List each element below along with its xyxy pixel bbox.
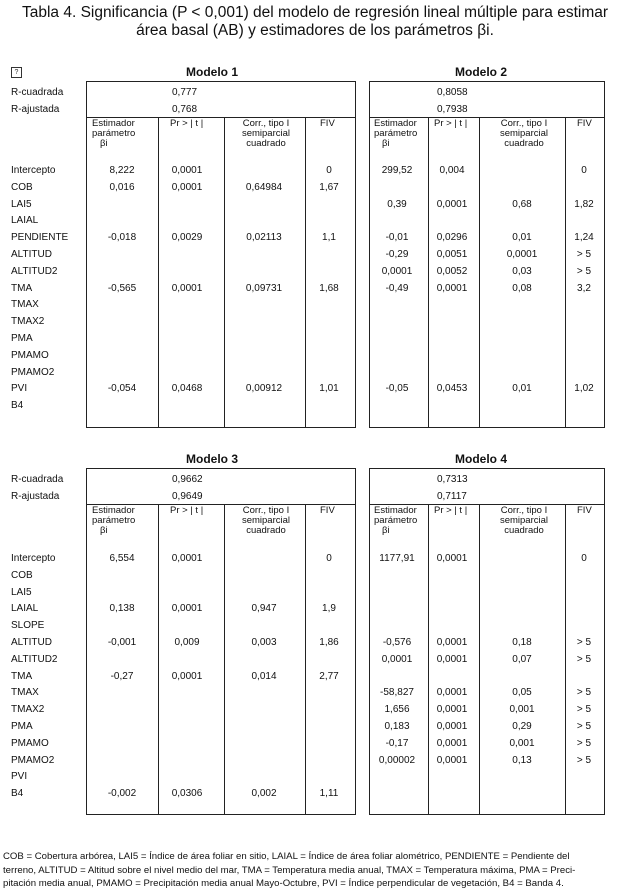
footnote [3, 850, 629, 891]
header-text: Corr., tipo I [500, 505, 548, 516]
header-text: Estimador [374, 505, 417, 516]
model4-cell: 0,00002 [378, 754, 416, 766]
model4-cell: 0,0001 [381, 653, 413, 665]
variable-label: PMAMO [11, 737, 49, 749]
variable-label: LAI5 [11, 198, 32, 210]
model1-cell: 0,00912 [245, 383, 283, 395]
model4-cell: 0,05 [512, 687, 532, 699]
model2-title: Modelo 2 [455, 65, 508, 79]
model1-cell: 0,09731 [245, 282, 283, 294]
model3-top-rule [86, 468, 356, 469]
header-text: βi [100, 525, 108, 536]
model4-cell: > 5 [576, 653, 592, 665]
model1-cell: 8,222 [109, 165, 135, 176]
header-text: semiparcial [499, 128, 549, 139]
header-text: parámetro [374, 128, 418, 139]
header-text: Corr., tipo I [242, 505, 290, 516]
variable-label: COB [11, 181, 33, 193]
model2-cell: 0,39 [387, 198, 407, 210]
model2-cell: 0,01 [512, 383, 532, 395]
model4-header-fiv: FIV [577, 505, 592, 516]
variable-label: PVI [11, 771, 28, 783]
model1-cell: 0,64984 [245, 181, 283, 193]
model2-header-pr: Pr > | t | [434, 118, 468, 129]
model3-cell: 6,554 [109, 553, 135, 564]
variable-label: Intercepto [11, 553, 56, 564]
model1-cell: 0,02113 [246, 232, 282, 244]
model4-cell: > 5 [576, 754, 592, 766]
model1-r2: 0,777 [172, 87, 198, 98]
model2-cell: 1,82 [574, 198, 594, 210]
variable-label: B4 [11, 788, 24, 800]
model4-cell: 0,0001 [436, 687, 468, 699]
model4-cell: -0,576 [382, 637, 412, 648]
header-text: semiparcial [241, 515, 291, 526]
model3-cell: 0,0306 [171, 788, 203, 800]
model2-cell: -0,49 [385, 282, 409, 294]
model4-cell: 0,0001 [436, 737, 468, 749]
model4-title: Modelo 4 [455, 452, 508, 466]
header-text: βi [382, 138, 390, 149]
model4-cell: -0,17 [385, 737, 409, 749]
model4-cell: > 5 [576, 687, 592, 699]
model2-cell: -0,05 [385, 383, 409, 395]
header-text: cuadrado [246, 138, 286, 149]
model2-cell: 0,0296 [436, 232, 468, 244]
model2-header-fiv: FIV [577, 118, 592, 129]
model3-cell: 0,002 [251, 788, 277, 800]
model3-col-divider-2 [224, 504, 225, 815]
header-text: Estimador [374, 118, 417, 129]
model4-cell: 0,0001 [436, 637, 468, 648]
model3-cell: 1,9 [322, 603, 336, 615]
model2-cell: 0,0051 [436, 249, 468, 260]
footnote-line-1: COB = Cobertura arbórea, LAI5 = Índice de área foliar en sitio, LAIAL = Índice de área foliar alométrico, PENDIENTE = Pendiente del [3, 851, 570, 862]
model4-cell: 1,656 [384, 704, 410, 716]
model4-cell: 0,0001 [436, 704, 468, 716]
model4-r2: 0,7313 [437, 474, 468, 485]
model2-cell: -0,29 [385, 249, 409, 260]
header-text: cuadrado [246, 525, 286, 536]
model2-r2adj: 0,7938 [437, 104, 468, 115]
model3-cell: 0 [326, 553, 332, 564]
variable-label: ALTITUD [11, 249, 52, 260]
model1-cell: 0,0001 [171, 181, 203, 193]
r-ajustada-label: R-ajustada [11, 491, 60, 502]
model1-cell: 1,01 [319, 383, 339, 395]
header-text: βi [382, 525, 390, 536]
model2-cell: 1,02 [574, 383, 594, 395]
variable-label: ALTITUD2 [11, 653, 58, 665]
header-text: semiparcial [499, 515, 549, 526]
header-text: Corr., tipo I [242, 118, 290, 129]
variable-label: PVI [11, 383, 28, 395]
variable-label: LAI5 [11, 586, 32, 598]
model1-cell: 0,0001 [171, 282, 203, 294]
model3-bottom-rule [86, 814, 356, 815]
header-text: Estimador [92, 505, 135, 516]
header-text: cuadrado [504, 525, 544, 536]
corner-symbol-icon: ? [11, 67, 22, 78]
model3-cell: 0,014 [251, 670, 277, 682]
variable-label: TMA [11, 670, 33, 682]
model3-left-rule [86, 468, 87, 815]
model1-header-pr: Pr > | t | [170, 118, 204, 129]
model1-cell: 0,0029 [171, 232, 203, 244]
model3-title: Modelo 3 [186, 452, 239, 466]
model3-r2: 0,9662 [172, 474, 203, 485]
model4-cell: 0,001 [509, 704, 535, 716]
model2-cell: > 5 [576, 265, 592, 277]
model3-col-divider-1 [158, 504, 159, 815]
model2-cell: 0,68 [512, 198, 532, 210]
model3-cell: 0,003 [251, 637, 277, 648]
model2-cell: 0,08 [512, 282, 532, 294]
model3-cell: 1,86 [319, 637, 339, 648]
header-text: parámetro [92, 128, 136, 139]
model4-cell: 0,07 [512, 653, 532, 665]
variable-label: TMAX [11, 687, 39, 699]
model3-cell: 0,0001 [171, 670, 203, 682]
model4-bottom-rule [369, 814, 605, 815]
model1-r2adj: 0,768 [172, 104, 198, 115]
variable-label: PMAMO2 [11, 366, 55, 378]
r-ajustada-label: R-ajustada [11, 104, 60, 115]
model4-cell: 0,0001 [436, 754, 468, 766]
model2-cell: 0,03 [512, 265, 532, 277]
variable-label: B4 [11, 400, 24, 412]
caption-line-2: área basal (AB) y estimadores de los parámetros βi. [136, 22, 494, 39]
model2-cell: 0,0001 [506, 249, 538, 260]
header-text: cuadrado [504, 138, 544, 149]
header-text: βi [100, 138, 108, 149]
model2-cell: 0,0001 [381, 265, 413, 277]
model1-cell: 1,68 [319, 282, 339, 294]
r-cuadrada-label: R-cuadrada [11, 474, 64, 485]
header-text: Estimador [92, 118, 135, 129]
model3-cell: 0,009 [174, 637, 200, 648]
model2-cell: 0,01 [512, 232, 532, 244]
model2-cell: 1,24 [574, 232, 594, 244]
model3-cell: -0,002 [107, 788, 137, 800]
model4-header-pr: Pr > | t | [434, 505, 468, 516]
model4-cell: 0,29 [512, 721, 532, 732]
model3-r2adj: 0,9649 [172, 491, 203, 502]
model1-title: Modelo 1 [186, 65, 239, 79]
variable-label: PMA [11, 721, 33, 732]
model3-cell: 0,947 [251, 603, 277, 615]
model1-cell: 1,67 [319, 181, 339, 193]
variable-label: TMAX2 [11, 704, 45, 716]
model2-cell: 0 [581, 165, 587, 176]
variable-label: PMA [11, 333, 33, 344]
r-cuadrada-label: R-cuadrada [11, 87, 64, 98]
variable-label: LAIAL [11, 603, 39, 615]
model3-cell: 1,11 [319, 788, 339, 800]
model1-cell: 0,016 [109, 181, 135, 193]
variable-label: LAIAL [11, 215, 39, 227]
model4-cell: > 5 [576, 637, 592, 648]
model3-cell: 0,138 [109, 603, 135, 615]
footnote-line-3: pitación media anual, PMAMO = Precipitación media anual Mayo-Octubre, PVI = Índice perpendicular de vegetación, B4 = Banda 4. [3, 878, 564, 889]
model1-cell: 1,1 [322, 232, 336, 244]
model4-header-estimador [374, 506, 417, 536]
model3-cell: -0,001 [107, 637, 137, 648]
model4-cell: -58,827 [380, 687, 414, 699]
model4-cell: 0,183 [384, 721, 410, 732]
variable-label: COB [11, 569, 33, 581]
model2-cell: 3,2 [577, 282, 591, 294]
model2-cell: 0,0001 [436, 282, 468, 294]
model4-cell: 0,0001 [436, 553, 468, 564]
model4-r2adj: 0,7117 [437, 491, 467, 502]
model1-cell: -0,018 [107, 232, 137, 244]
model2-cell: 0,004 [439, 165, 465, 176]
model2-cell: 0,0453 [436, 383, 468, 395]
model4-cell: 0,18 [512, 637, 532, 648]
model3-cell: 0,0001 [171, 603, 203, 615]
variable-label: TMA [11, 282, 33, 294]
model4-cell: 0,001 [509, 737, 535, 749]
model3-col-divider-3 [305, 504, 306, 815]
model1-header-fiv: FIV [320, 118, 335, 129]
variable-label: ALTITUD2 [11, 265, 58, 277]
header-text: Corr., tipo I [500, 118, 548, 129]
model2-cell: 299,52 [381, 165, 413, 176]
variable-label: TMAX [11, 299, 39, 311]
model4-cell: > 5 [576, 737, 592, 749]
model4-top-rule [369, 468, 605, 469]
model2-r2: 0,8058 [437, 87, 468, 98]
model4-cell: > 5 [576, 704, 592, 716]
model2-cell: > 5 [576, 249, 592, 260]
model1-cell: 0 [326, 165, 332, 176]
header-text: parámetro [374, 515, 418, 526]
model1-cell: -0,565 [107, 282, 137, 294]
model4-cell: > 5 [576, 721, 592, 732]
variable-label: PMAMO2 [11, 754, 55, 766]
model1-cell: -0,054 [107, 383, 137, 395]
model3-cell: 2,77 [319, 670, 339, 682]
variable-label: SLOPE [11, 620, 45, 632]
variable-label: PENDIENTE [11, 232, 69, 244]
caption-line-1: Tabla 4. Significancia (P < 0,001) del modelo de regresión lineal múltiple para estimar [21, 4, 609, 21]
model3-header-fiv: FIV [320, 505, 335, 516]
model3-header-estimador [92, 506, 135, 536]
model2-cell: 0,0052 [436, 265, 468, 277]
model4-cell: 0 [581, 553, 587, 564]
variable-label: TMAX2 [11, 316, 45, 328]
header-text: parámetro [92, 515, 136, 526]
variable-label: ALTITUD [11, 637, 52, 648]
model4-cell: 0,0001 [436, 721, 468, 732]
model4-header-corr [488, 506, 560, 536]
variable-label: Intercepto [11, 165, 56, 176]
model2-cell: 0,0001 [436, 198, 468, 210]
header-text: semiparcial [241, 128, 291, 139]
model3-cell: -0,27 [110, 670, 134, 682]
model1-cell: 0,0001 [171, 165, 203, 176]
model3-header-pr: Pr > | t | [170, 505, 204, 516]
model2-cell: -0,01 [385, 232, 409, 244]
model3-cell: 0,0001 [171, 553, 203, 564]
model4-cell: 0,13 [512, 754, 532, 766]
model4-cell: 1177,91 [379, 553, 415, 564]
model1-cell: 0,0468 [171, 383, 203, 395]
variable-label: PMAMO [11, 349, 49, 361]
model4-cell: 0,0001 [436, 653, 468, 665]
model3-header-corr [232, 506, 300, 536]
footnote-line-2: terreno, ALTITUD = Altitud sobre el nivel medio del mar, TMA = Temperatura media anual, TMAX = Temperatura máxima, PMA = Preci- [3, 864, 576, 876]
